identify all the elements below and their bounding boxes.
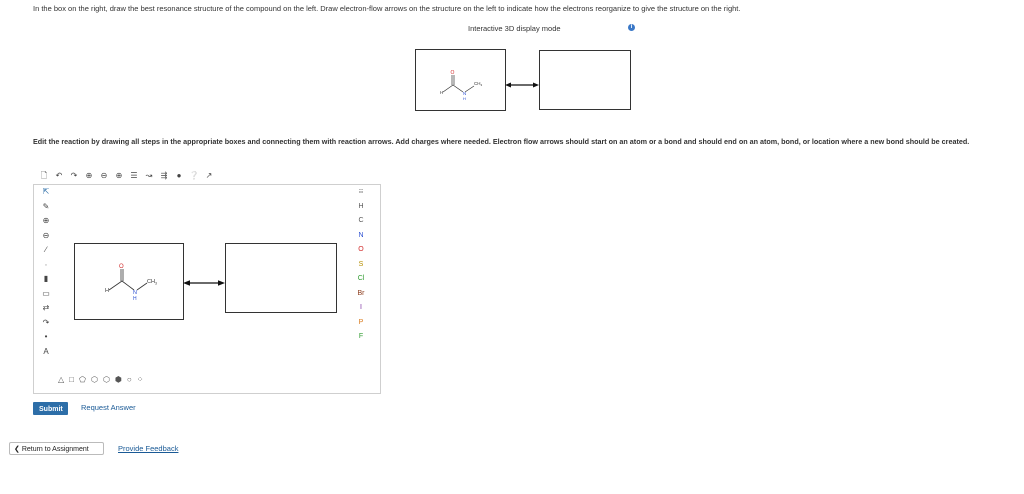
info-icon[interactable]: i [628,24,635,31]
text-tool-icon[interactable]: A [43,346,49,356]
submit-button[interactable]: Submit [33,402,68,415]
help-icon[interactable]: ❔ [189,171,199,180]
editor-top-toolbar [39,169,214,183]
nitrogen-label: N [133,290,137,296]
element-p[interactable]: P [358,318,364,326]
interactive-3d-mode-link[interactable]: Interactive 3D display mode [468,24,561,33]
square-icon[interactable]: □ [69,375,74,384]
nitrogen-label: N [463,91,467,96]
methyl-label [474,81,483,87]
element-o[interactable]: O [358,246,364,253]
reaction-icon[interactable]: ⇶ [160,171,168,180]
element-cl[interactable]: Cl [357,275,365,282]
methyl-label [147,279,157,286]
plus-charge-icon[interactable]: ⊕ [42,216,50,225]
undo-icon[interactable]: ↶ [55,171,63,180]
hydrogen-label: H [440,90,444,95]
editor-right-box[interactable] [225,243,337,313]
heptagon-icon[interactable]: ⬡ [102,375,110,384]
chain-icon[interactable]: ∙ [44,259,48,269]
provide-feedback-link[interactable]: Provide Feedback [118,444,179,453]
pentagon-icon[interactable]: ⬠ [79,375,86,384]
element-n[interactable]: N [358,231,364,239]
shape-toolbar [58,375,143,384]
request-answer-link[interactable]: Request Answer [81,403,136,412]
zoom-in-icon[interactable]: ⊕ [85,171,93,180]
new-document-icon[interactable]: 🗋 [40,171,48,180]
stereo-bond-icon[interactable]: ▮ [43,274,49,283]
periodic-table-icon[interactable]: ☷ [358,189,364,195]
oxygen-label: O [119,264,124,270]
octagon-icon[interactable]: ⬢ [114,375,122,384]
editor-left-box[interactable] [74,243,184,320]
dot-icon[interactable]: • [44,332,48,341]
instructions: Edit the reaction by drawing all steps in the appropriate boxes and connecting them with reaction arrows. Add charges where needed. Electron flow arrows should start on an atom or a bond and should end on an atom, bond, or location where a new bond should be created. [33,137,970,146]
clean-icon[interactable]: ☰ [130,171,138,180]
nh-hydrogen-label: H [133,296,137,302]
hexagon-icon[interactable]: ⬡ [90,375,98,384]
element-h[interactable]: H [358,202,364,210]
element-c[interactable]: C [358,217,364,224]
question-right-box [539,50,631,110]
oxygen-label: O [450,70,455,76]
element-f[interactable]: F [358,333,364,340]
methyl-sub: 3 [480,83,483,87]
reaction-arrow-icon[interactable]: ⇄ [42,303,50,312]
eraser-icon[interactable]: ✎ [42,201,50,211]
chevron-left-icon: ❮ [14,446,22,453]
single-bond-icon[interactable]: ∕ [45,245,47,254]
methyl-ch: CH [474,81,481,86]
nh-hydrogen-label: H [463,96,466,101]
element-s[interactable]: S [358,260,364,268]
element-palette [354,185,368,345]
editor-molecule-structure [75,244,183,319]
settings-icon[interactable]: ● [176,171,182,180]
zoom-out-icon[interactable]: ⊖ [100,171,108,180]
redo-icon[interactable]: ↷ [70,171,78,180]
select-icon[interactable]: ⇱ [42,187,50,196]
curved-arrow-icon[interactable]: ↷ [42,317,50,327]
zoom-fit-icon[interactable]: ⊕ [115,171,123,180]
question-left-box [415,49,506,111]
element-br[interactable]: Br [357,289,365,297]
rectangle-tool-icon[interactable]: ▭ [42,288,50,298]
question-text: In the box on the right, draw the best resonance structure of the compound on the left. Draw electron-flow arrows on the structure on the left to indicate how the electrons reorganize to give the structure on the right. [33,4,741,13]
expand-icon[interactable]: ↗ [205,171,213,180]
return-to-assignment-button[interactable] [9,442,104,455]
methyl-sub: 3 [154,281,157,286]
methyl-ch: CH [147,279,155,285]
question-resonance-arrow [505,76,539,84]
benzene-icon[interactable]: ○ [126,375,132,384]
hydrogen-label: H [105,288,109,294]
molecule-structure [416,50,505,110]
element-i[interactable]: I [360,304,362,311]
return-label: Return to Assignment [21,446,89,453]
template-ring-icon[interactable]: ⁘ [136,375,144,384]
editor-resonance-arrow[interactable] [183,274,225,282]
triangle-icon[interactable]: △ [58,375,65,384]
minus-charge-icon[interactable]: ⊖ [42,230,50,240]
template-icon[interactable]: ↝ [145,171,153,180]
editor-side-toolbar [37,185,55,359]
